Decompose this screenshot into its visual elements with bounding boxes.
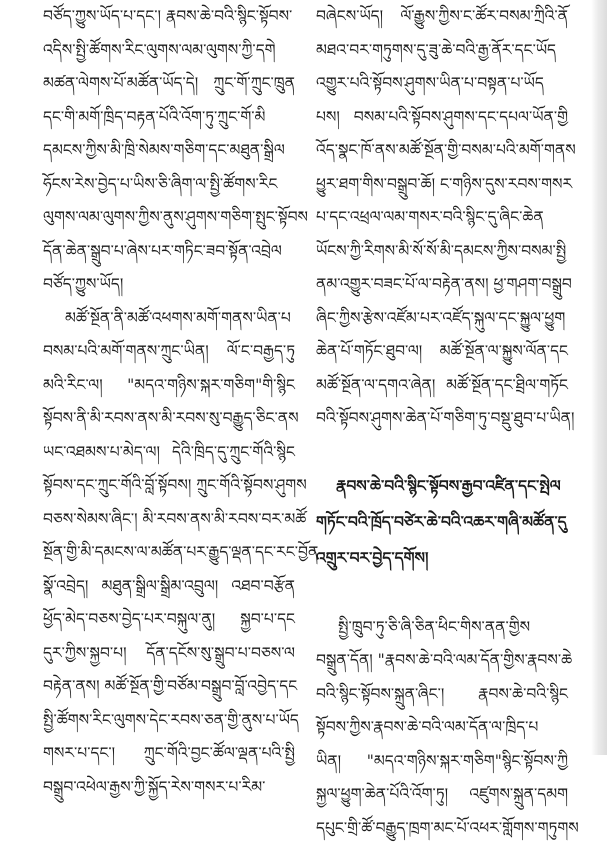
text-line: བརྟེན་ནས། མཚོ་སྔོན་གྱི་བཙོམ་བསྒྲུབ་བློ་འབྱེད་དང xyxy=(43,672,295,706)
text-line: བཙོད་ཀྱུས་ཡོད། xyxy=(43,270,295,304)
paragraph-first-line: མཚོ་སྔོན་ནི་མཚོ་འཕགས་མགོ་གནས་ཡིན་པ xyxy=(43,304,295,338)
text-line: བའི་སྙིང་སྟོབས་སྐྲུན་ཞིང་། རྣབས་ཆེ་བའི་སྙིང xyxy=(316,680,568,714)
text-line: སྟོབས་དང་ཀྲུང་གོའི་བློ་སྟོབས། ཀྲུང་གོའི་སྟོབས་ཤུགས xyxy=(43,471,295,505)
text-line: འགྱུར་པའི་སྟོབས་ཤུགས་ཡིན་པ་བསྟན་པ་ཡོད xyxy=(316,69,568,103)
section-heading-line: གཏོང་བའི་ཁྲོད་བཙེར་ཆེ་བའི་འཆར་གཞི་མཚོན་དུ xyxy=(316,507,568,543)
text-line: མཚོ་སྔོན་ལ་དགའ་ཞེན། མཚོ་སྔོན་དང་ཐྲིལ་གཏོང xyxy=(316,371,568,405)
section-spacer xyxy=(316,579,568,613)
text-line: ཆེན་པོ་གཏོང་ཐུབ་ལ། མཚོ་སྔོན་ལ་སྐྱུས་ལོན་དང xyxy=(316,337,568,371)
section-spacer xyxy=(316,438,568,472)
text-line: སྟོབས་ནི་མི་རབས་ནས་མི་རབས་སུ་བརྒྱུད་ཅིང་ནས xyxy=(43,404,295,438)
paragraph-first-line: སྤྱི་ཁྲུབ་ཏུ་ཅི་ཞི་ཅིན་ཕིང་གིས་ནན་གྱིས xyxy=(316,613,568,647)
text-line: བསྒྲུན་དོན། "རྣབས་ཆེ་བའི་ལམ་དོན་གྱིས་རྣབས་ཆེ xyxy=(316,646,568,680)
section-heading-line: འགྲུར་བར་བྱེད་དགོས། xyxy=(316,543,568,579)
text-line: མཚན་ལེགས་པོ་མཚོན་ཡོད་དེ། ཀྲུང་གོ་ཀྲུང་ཁྲུན xyxy=(43,69,295,103)
text-line: བསྒྲུབ་འཕེལ་རྒྱས་ཀྱི་སྐྱོད་རེས་གསར་པ་རིམ་ xyxy=(43,773,295,807)
text-line: འོད་སྣང་ཁོ་ནས་མཚོ་སྔོན་གྱི་བསམ་པའི་མགོ་གནས xyxy=(316,136,568,170)
text-line: པས། བསམ་པའི་སྟོབས་ཤུགས་དང་དཔལ་ཡོན་གྱི xyxy=(316,103,568,137)
text-line: ཞིང་ཀྱིས་རྩེས་འཛོམ་པར་འཛོད་སྐུལ་དང་སྐྱུལ་ཕྱུག xyxy=(316,304,568,338)
text-line: སྣོ་འབྲེད། མཐུན་སྒྲིལ་སྒྲིམ་འབྲུལ། འཐབ་བརྩོན xyxy=(43,572,295,606)
text-line: ལུགས་ལམ་ལུགས་ཀྱིས་ནུས་ཤུགས་གཅིག་སྤུང་སྟོབས xyxy=(43,203,295,237)
text-line: ནམ་འགྱུར་བཟང་པོ་ལ་བརྟེན་ནས། ཕྱ་གཤག་བསྒྲུབ xyxy=(316,270,568,304)
text-line: ཕྱུར་ཐག་གིས་བསྒྲུབ་ཆོ། ང་གཉིས་དུས་རབས་གསར xyxy=(316,170,568,204)
text-line: དཔུང་གྲི་ཚོ་བརྒྱུད་ཁྲག་མང་པོ་འཕར་གློགས་གཏུགས xyxy=(316,814,568,847)
text-line: སྐྱལ་ཕྱུག་ཆེན་པོའི་འོག་ཏུ། འཛུགས་སྐྲུན་དམག xyxy=(316,780,568,814)
text-line: སྟོབས་ཀྱིས་རྣབས་ཆེ་བའི་ལམ་དོན་ལ་ཁྲིད་པ xyxy=(316,713,568,747)
text-line: གསར་པ་དང་། ཀྲུང་གོའི་བྱང་ཚོལ་ལྡན་པའི་སྤྱི xyxy=(43,739,295,773)
text-line: བའི་སྟོབས་ཤུགས་ཆེན་པོ་གཅིག་ཏུ་བསྡུ་ཐུབ་པ་ཡིན། xyxy=(316,404,568,438)
text-line: སྤྱི་ཚོགས་རིང་ལུགས་དེང་རབས་ཅན་གྱི་ནུས་པ་ཡོད xyxy=(43,706,295,740)
text-line: བཅས་སེམས་ཞིང་། མི་རབས་ནས་མི་རབས་བར་མཚོ xyxy=(43,505,295,539)
text-line: མཐའ་བར་གཏུགས་དུ་ཟུ་ཆེ་བའི་རྒྱ་ནོར་དང་ཡོད xyxy=(316,36,568,70)
text-line: བཞེངས་ཡོད། ལོ་རྒྱུས་ཀྱིས་ང་ཚོར་བསམ་ཀྲིའི་ནོ xyxy=(316,2,568,36)
text-line: དམངས་ཀྱིས་མི་ཁྲི་སེམས་གཅིག་དང་མཐུན་སྒྲིལ xyxy=(43,136,295,170)
right-column xyxy=(316,2,568,847)
text-line: ཧོངས་རེས་བྱེད་པ་ཡིས་ཅི་ཞིག་ལ་སྤྱི་ཚོགས་རིང xyxy=(43,170,295,204)
left-column xyxy=(43,2,295,806)
text-line: ཕྱོད་མེད་བཅས་བྱེད་པར་བསྐུལ་ནུ། སྐྱབ་པ་དང xyxy=(43,605,295,639)
text-line: ཡོངས་ཀྱི་རིགས་མི་སོ་སོ་མི་དམངས་ཀྱིས་བསམ་སྤྱི xyxy=(316,237,568,271)
text-line: པ་དང་འཕྲལ་ལམ་གསར་བའི་སྙིང་དུ་ཞིང་ཆེན xyxy=(316,203,568,237)
text-line: དོན་ཆེན་སྒྲུབ་པ་ཞེས་པར་གཏིང་ཟབ་སྟོན་འབྲེལ xyxy=(43,237,295,271)
text-line: འདིས་སྤྱི་ཚོགས་རིང་ལུགས་ལམ་ལུགས་ཀྱི་དགེ xyxy=(43,36,295,70)
text-line: སྔོན་གྱི་མི་དམངས་ལ་མཚོན་པར་རྒྱུད་ལྡན་དང་རང་བྱོན xyxy=(43,538,295,572)
text-line: དུར་ཀྱིས་སྐྱབ་པ། དོན་དངོས་སུ་སྒྲུབ་པ་བཅས་ལ xyxy=(43,639,295,673)
text-line: ཡིན། "མདའ་གཉིས་སྐར་གཅིག"སྙིང་སྟོབས་ཀྱི xyxy=(316,747,568,781)
text-line: ཡང་འཐམས་པ་མེད་ལ། དེའི་ཁྲིད་དུ་ཀྲུང་གོའི་སྙིང xyxy=(43,438,295,472)
text-line: མའི་རིང་ལ། "མདའ་གཉིས་སྐར་གཅིག"གི་སྙིང xyxy=(43,371,295,405)
text-line: བཙོད་ཀྱུས་ཡོད་པ་དང་། རྣབས་ཆེ་བའི་སྙིང་སྟོབས་ xyxy=(43,2,295,36)
page-edge-shadow xyxy=(591,0,607,755)
section-heading-line: རྣབས་ཆེ་བའི་སྙིང་སྟོབས་རྒྱབ་འཛིན་དང་སྤེལ xyxy=(316,471,568,507)
text-line: དང་གི་མགོ་ཁྲིད་བརྟན་པོའི་འོག་ཏུ་ཀྲུང་གོ་མི xyxy=(43,103,295,137)
text-line: བསམ་པའི་མགོ་གནས་ཀྲུང་ཡིན། ལོ་ང་བརྒྱད་ཏུ xyxy=(43,337,295,371)
